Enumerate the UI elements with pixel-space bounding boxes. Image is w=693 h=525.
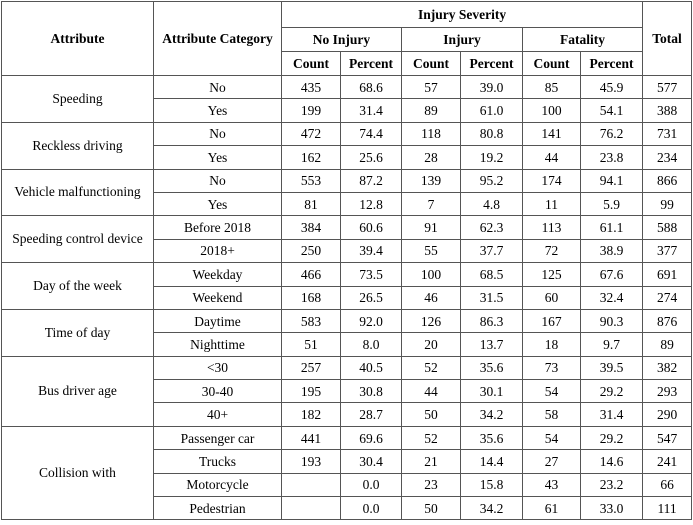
header-count: Count [282,52,341,76]
table-row [2,356,692,379]
injury-count-cell: 52 [402,426,461,449]
attribute-cell: Reckless driving [2,122,154,169]
no-injury-count-cell: 583 [282,309,341,332]
injury-percent-cell: 15.8 [461,473,523,496]
no-injury-percent-cell: 40.5 [341,356,402,379]
category-cell: <30 [154,356,282,379]
injury-percent-cell: 39.0 [461,76,523,99]
injury-percent-cell: 35.6 [461,426,523,449]
table-row [2,122,692,145]
category-cell: Nighttime [154,333,282,356]
total-count-cell: 66 [643,473,692,496]
no-injury-count-cell: 81 [282,192,341,215]
injury-percent-cell: 62.3 [461,216,523,239]
total-count-cell: 290 [643,403,692,426]
injury-percent-cell: 86.3 [461,309,523,332]
total-count-cell: 731 [643,122,692,145]
total-count-cell: 377 [643,239,692,262]
header-total: Total [643,2,692,76]
attribute-cell: Collision with [2,426,154,520]
fatality-count-cell: 72 [523,239,581,262]
fatality-count-cell: 100 [523,99,581,122]
fatality-percent-cell: 14.6 [581,450,643,473]
fatality-percent-cell: 76.2 [581,122,643,145]
injury-count-cell: 139 [402,169,461,192]
fatality-percent-cell: 32.4 [581,286,643,309]
total-count-cell: 577 [643,76,692,99]
no-injury-count-cell: 466 [282,263,341,286]
injury-severity-table [1,1,692,520]
attribute-cell: Speeding [2,76,154,123]
injury-count-cell: 55 [402,239,461,262]
no-injury-percent-cell: 28.7 [341,403,402,426]
injury-percent-cell: 31.5 [461,286,523,309]
category-cell: Weekday [154,263,282,286]
category-cell: Yes [154,99,282,122]
injury-percent-cell: 80.8 [461,122,523,145]
no-injury-percent-cell: 68.6 [341,76,402,99]
injury-count-cell: 57 [402,76,461,99]
no-injury-count-cell [282,497,341,520]
no-injury-percent-cell: 92.0 [341,309,402,332]
fatality-count-cell: 141 [523,122,581,145]
category-cell: Trucks [154,450,282,473]
injury-percent-cell: 61.0 [461,99,523,122]
fatality-percent-cell: 61.1 [581,216,643,239]
no-injury-count-cell: 472 [282,122,341,145]
total-count-cell: 293 [643,380,692,403]
header-group-injury: Injury [402,28,523,52]
no-injury-count-cell: 553 [282,169,341,192]
injury-percent-cell: 34.2 [461,497,523,520]
category-cell: No [154,122,282,145]
injury-count-cell: 50 [402,403,461,426]
total-count-cell: 111 [643,497,692,520]
fatality-count-cell: 58 [523,403,581,426]
no-injury-count-cell: 168 [282,286,341,309]
total-count-cell: 588 [643,216,692,239]
no-injury-percent-cell: 26.5 [341,286,402,309]
category-cell: 40+ [154,403,282,426]
no-injury-count-cell: 199 [282,99,341,122]
header-percent: Percent [461,52,523,76]
no-injury-percent-cell: 69.6 [341,426,402,449]
category-cell: 30-40 [154,380,282,403]
fatality-count-cell: 11 [523,192,581,215]
category-cell: Weekend [154,286,282,309]
injury-count-cell: 7 [402,192,461,215]
fatality-count-cell: 167 [523,309,581,332]
attribute-cell: Time of day [2,309,154,356]
fatality-percent-cell: 9.7 [581,333,643,356]
fatality-count-cell: 18 [523,333,581,356]
category-cell: Daytime [154,309,282,332]
fatality-percent-cell: 38.9 [581,239,643,262]
fatality-percent-cell: 29.2 [581,426,643,449]
total-count-cell: 876 [643,309,692,332]
no-injury-percent-cell: 31.4 [341,99,402,122]
injury-percent-cell: 68.5 [461,263,523,286]
category-cell: Pedestrian [154,497,282,520]
injury-count-cell: 20 [402,333,461,356]
header-count: Count [523,52,581,76]
no-injury-percent-cell: 73.5 [341,263,402,286]
fatality-percent-cell: 54.1 [581,99,643,122]
no-injury-count-cell: 162 [282,146,341,169]
table-row [2,76,692,99]
no-injury-count-cell: 195 [282,380,341,403]
table-header [2,2,692,76]
injury-count-cell: 44 [402,380,461,403]
fatality-percent-cell: 29.2 [581,380,643,403]
fatality-percent-cell: 45.9 [581,76,643,99]
injury-percent-cell: 37.7 [461,239,523,262]
fatality-count-cell: 44 [523,146,581,169]
total-count-cell: 382 [643,356,692,379]
total-count-cell: 274 [643,286,692,309]
header-count: Count [402,52,461,76]
injury-percent-cell: 34.2 [461,403,523,426]
injury-count-cell: 100 [402,263,461,286]
fatality-percent-cell: 33.0 [581,497,643,520]
no-injury-percent-cell: 39.4 [341,239,402,262]
total-count-cell: 99 [643,192,692,215]
injury-count-cell: 50 [402,497,461,520]
fatality-percent-cell: 5.9 [581,192,643,215]
fatality-percent-cell: 23.8 [581,146,643,169]
injury-percent-cell: 30.1 [461,380,523,403]
injury-percent-cell: 13.7 [461,333,523,356]
fatality-count-cell: 54 [523,380,581,403]
header-injury-severity: Injury Severity [282,2,643,28]
fatality-count-cell: 60 [523,286,581,309]
injury-percent-cell: 19.2 [461,146,523,169]
no-injury-count-cell [282,473,341,496]
total-count-cell: 89 [643,333,692,356]
injury-count-cell: 21 [402,450,461,473]
header-group-fatality: Fatality [523,28,643,52]
fatality-count-cell: 85 [523,76,581,99]
no-injury-count-cell: 193 [282,450,341,473]
injury-count-cell: 118 [402,122,461,145]
category-cell: No [154,169,282,192]
attribute-cell: Day of the week [2,263,154,310]
fatality-percent-cell: 31.4 [581,403,643,426]
fatality-count-cell: 43 [523,473,581,496]
fatality-count-cell: 27 [523,450,581,473]
no-injury-percent-cell: 0.0 [341,497,402,520]
no-injury-percent-cell: 87.2 [341,169,402,192]
table-row [2,169,692,192]
table-row [2,309,692,332]
table-body [2,76,692,520]
table-row [2,426,692,449]
no-injury-count-cell: 441 [282,426,341,449]
injury-percent-cell: 4.8 [461,192,523,215]
total-count-cell: 234 [643,146,692,169]
category-cell: Before 2018 [154,216,282,239]
no-injury-count-cell: 182 [282,403,341,426]
no-injury-percent-cell: 30.4 [341,450,402,473]
total-count-cell: 241 [643,450,692,473]
header-attribute-category: Attribute Category [154,2,282,76]
fatality-count-cell: 54 [523,426,581,449]
category-cell: 2018+ [154,239,282,262]
no-injury-percent-cell: 8.0 [341,333,402,356]
table-row [2,216,692,239]
fatality-percent-cell: 90.3 [581,309,643,332]
header-group-no-injury: No Injury [282,28,402,52]
no-injury-count-cell: 257 [282,356,341,379]
category-cell: Motorcycle [154,473,282,496]
fatality-count-cell: 113 [523,216,581,239]
total-count-cell: 388 [643,99,692,122]
header-percent: Percent [581,52,643,76]
injury-percent-cell: 95.2 [461,169,523,192]
fatality-percent-cell: 23.2 [581,473,643,496]
injury-count-cell: 91 [402,216,461,239]
no-injury-count-cell: 51 [282,333,341,356]
no-injury-percent-cell: 30.8 [341,380,402,403]
fatality-percent-cell: 39.5 [581,356,643,379]
category-cell: No [154,76,282,99]
no-injury-percent-cell: 12.8 [341,192,402,215]
fatality-percent-cell: 94.1 [581,169,643,192]
attribute-cell: Bus driver age [2,356,154,426]
injury-count-cell: 89 [402,99,461,122]
no-injury-percent-cell: 60.6 [341,216,402,239]
attribute-cell: Speeding control device [2,216,154,263]
total-count-cell: 547 [643,426,692,449]
category-cell: Yes [154,146,282,169]
category-cell: Passenger car [154,426,282,449]
total-count-cell: 866 [643,169,692,192]
injury-count-cell: 126 [402,309,461,332]
no-injury-count-cell: 384 [282,216,341,239]
no-injury-count-cell: 250 [282,239,341,262]
no-injury-percent-cell: 25.6 [341,146,402,169]
injury-percent-cell: 14.4 [461,450,523,473]
no-injury-percent-cell: 0.0 [341,473,402,496]
no-injury-percent-cell: 74.4 [341,122,402,145]
fatality-percent-cell: 67.6 [581,263,643,286]
fatality-count-cell: 125 [523,263,581,286]
injury-count-cell: 46 [402,286,461,309]
attribute-cell: Vehicle malfunctioning [2,169,154,216]
injury-count-cell: 52 [402,356,461,379]
table-row [2,263,692,286]
fatality-count-cell: 73 [523,356,581,379]
fatality-count-cell: 174 [523,169,581,192]
header-percent: Percent [341,52,402,76]
injury-count-cell: 28 [402,146,461,169]
no-injury-count-cell: 435 [282,76,341,99]
injury-count-cell: 23 [402,473,461,496]
fatality-count-cell: 61 [523,497,581,520]
header-attribute: Attribute [2,2,154,76]
category-cell: Yes [154,192,282,215]
injury-percent-cell: 35.6 [461,356,523,379]
total-count-cell: 691 [643,263,692,286]
